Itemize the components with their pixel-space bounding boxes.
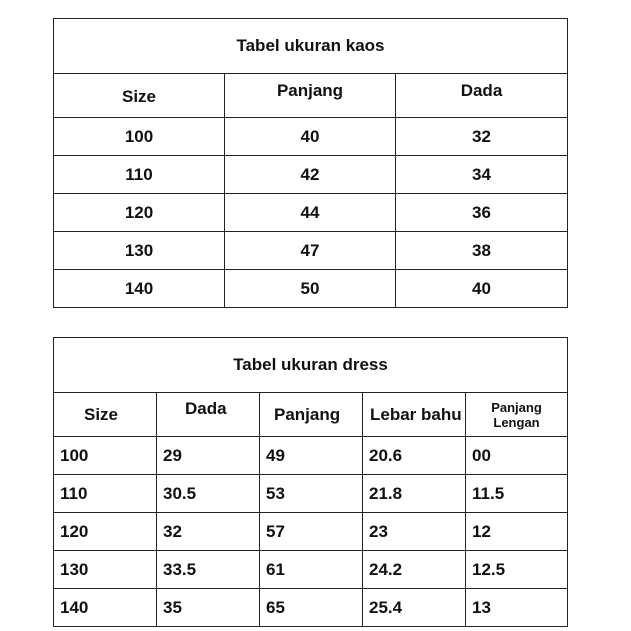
kaos-cell-size: 140 (54, 270, 225, 308)
dress-cell-size: 120 (54, 513, 157, 551)
dress-cell-size: 130 (54, 551, 157, 589)
dress-header-panjang: Panjang (260, 393, 363, 437)
kaos-table-title: Tabel ukuran kaos (54, 19, 568, 74)
table-row (54, 156, 568, 194)
dress-cell-dada: 33.5 (157, 551, 260, 589)
dress-header-row (54, 393, 568, 437)
kaos-cell-dada: 40 (396, 270, 568, 308)
kaos-cell-panjang: 44 (225, 194, 396, 232)
table-row (54, 589, 568, 627)
dress-cell-size: 110 (54, 475, 157, 513)
dress-cell-panjang: 65 (260, 589, 363, 627)
kaos-cell-dada: 32 (396, 118, 568, 156)
dress-cell-dada: 30.5 (157, 475, 260, 513)
dress-cell-lebar-bahu: 21.8 (363, 475, 466, 513)
dress-cell-dada: 32 (157, 513, 260, 551)
kaos-header-size: Size (54, 74, 225, 118)
dress-header-panjang-lengan (466, 393, 568, 437)
dress-cell-dada: 35 (157, 589, 260, 627)
dress-cell-lebar-bahu: 25.4 (363, 589, 466, 627)
kaos-header-panjang: Panjang (225, 74, 396, 118)
kaos-cell-size: 130 (54, 232, 225, 270)
table-row (54, 513, 568, 551)
dress-cell-panjang-lengan: 00 (466, 437, 568, 475)
kaos-size-table (53, 18, 568, 308)
kaos-cell-dada: 38 (396, 232, 568, 270)
kaos-cell-size: 120 (54, 194, 225, 232)
kaos-header-dada: Dada (396, 74, 568, 118)
dress-header-panjang-lengan-line1: Panjang (491, 399, 542, 415)
dress-cell-panjang-lengan: 12.5 (466, 551, 568, 589)
kaos-cell-size: 110 (54, 156, 225, 194)
table-row (54, 437, 568, 475)
kaos-cell-dada: 34 (396, 156, 568, 194)
kaos-cell-dada: 36 (396, 194, 568, 232)
kaos-cell-panjang: 40 (225, 118, 396, 156)
kaos-cell-panjang: 42 (225, 156, 396, 194)
table-row (54, 475, 568, 513)
kaos-cell-size: 100 (54, 118, 225, 156)
table-row (54, 194, 568, 232)
table-row (54, 118, 568, 156)
table-row (54, 270, 568, 308)
dress-cell-panjang-lengan: 13 (466, 589, 568, 627)
dress-cell-panjang-lengan: 12 (466, 513, 568, 551)
dress-cell-lebar-bahu: 24.2 (363, 551, 466, 589)
dress-cell-lebar-bahu: 23 (363, 513, 466, 551)
dress-cell-size: 140 (54, 589, 157, 627)
dress-size-table (53, 337, 568, 627)
dress-header-lebar-bahu: Lebar bahu (363, 393, 466, 437)
kaos-header-row (54, 74, 568, 118)
kaos-cell-panjang: 50 (225, 270, 396, 308)
table-row (54, 551, 568, 589)
dress-cell-panjang-lengan: 11.5 (466, 475, 568, 513)
dress-header-size: Size (54, 393, 157, 437)
dress-cell-panjang: 49 (260, 437, 363, 475)
dress-cell-panjang: 57 (260, 513, 363, 551)
dress-cell-lebar-bahu: 20.6 (363, 437, 466, 475)
dress-header-dada: Dada (157, 393, 260, 437)
table-row (54, 232, 568, 270)
dress-cell-panjang: 53 (260, 475, 363, 513)
dress-cell-size: 100 (54, 437, 157, 475)
dress-cell-dada: 29 (157, 437, 260, 475)
dress-cell-panjang: 61 (260, 551, 363, 589)
kaos-cell-panjang: 47 (225, 232, 396, 270)
dress-table-title: Tabel ukuran dress (54, 338, 568, 393)
dress-header-panjang-lengan-line2: Lengan (493, 414, 540, 430)
